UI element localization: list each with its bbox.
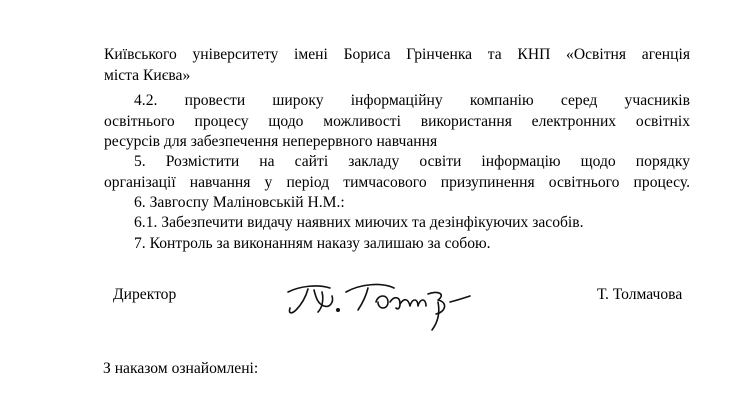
text-line: 6. Завгоспу Маліновській Н.М.: <box>134 194 345 211</box>
paragraph-item-6-1 <box>104 213 690 234</box>
handwritten-signature <box>278 272 488 334</box>
paragraph-item-4-2 <box>104 91 690 153</box>
text-line: 6.1. Забезпечити видачу наявних миючих та дезінфікуючих засобів. <box>134 214 584 231</box>
text-line: ресурсів для забезпечення неперервного навчання <box>104 133 438 150</box>
text-line: освітнього процесу щодо можливості використання електронних освітніх <box>104 112 690 130</box>
text-line: Київського університету імені Бориса Грінченка та КНП «Освітня агенція <box>104 46 690 63</box>
text-line: 7. Контроль за виконанням наказу залишаю за собою. <box>134 235 491 252</box>
paragraph-item-7 <box>104 234 690 255</box>
position-label: Директор <box>113 286 177 303</box>
paragraph-item-6 <box>104 193 690 214</box>
acknowledgement-heading: З наказом ознайомлені: <box>103 360 259 377</box>
paragraph-item-5 <box>104 152 690 193</box>
text-line: організації навчання у період тимчасового призупинення освітнього процесу. <box>104 173 690 191</box>
text-line: міста Києва» <box>104 66 191 84</box>
text-line: 4.2. провести широку інформаційну компанію серед учасників <box>134 92 690 109</box>
text-line: 5. Розмістити на сайті закладу освіти інформацію щодо порядку <box>134 153 690 170</box>
paragraph-continuation <box>104 45 690 86</box>
signatory-name: Т. Толмачова <box>597 286 683 303</box>
